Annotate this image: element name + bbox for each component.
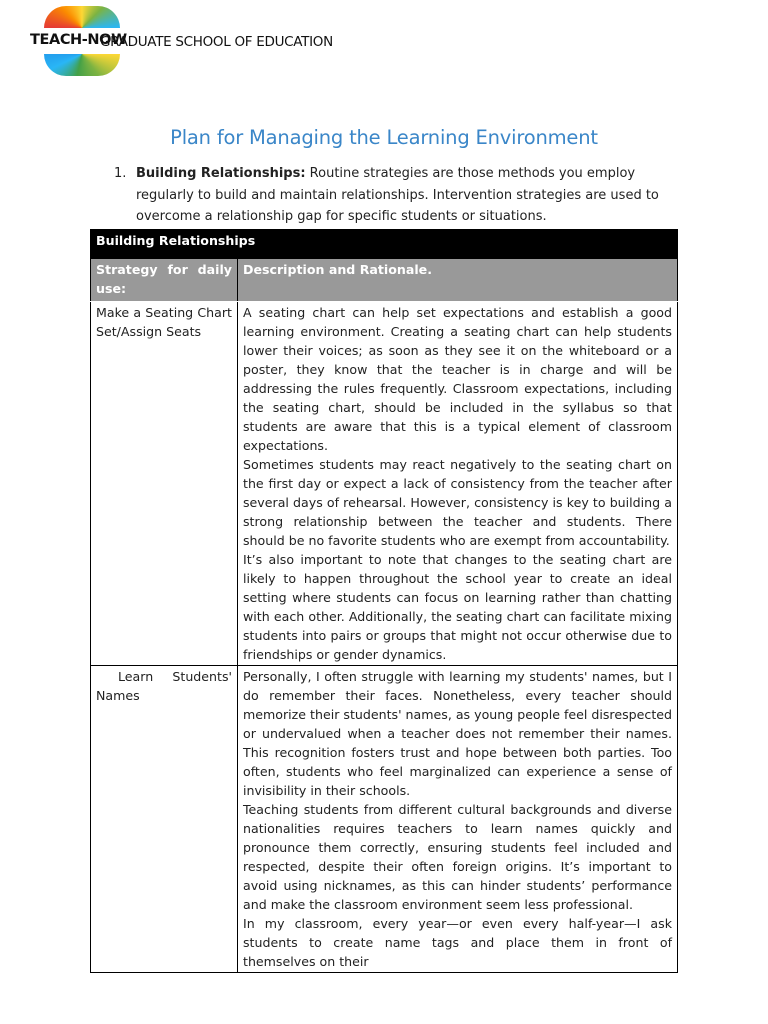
- logo-arc-top-icon: [44, 6, 120, 28]
- item-text: Routine strategies are those methods you employ regularly to build and maintain relationships. Intervention strategies are used to overcome a relationship gap for specific students or situations.: [136, 166, 659, 224]
- paragraph: Sometimes students may react negatively to the seating chart on the first day or expect a lack of consistency from the teacher after several days of rehearsal. However, consistency is key to building a strong relationship between the teacher and students. There should be no favorite students who are exempt from accountability.: [243, 457, 672, 548]
- paragraph: Personally, I often struggle with learning my students' names, but I do remember their faces. Nonetheless, every teacher should memorize their students' names, as young people feel disrespected or undervalued when a teacher does not remember their names. This recognition fosters trust and hope between both parties. Too often, students who feel marginalized can experience a sense of invisibility in their schools.: [243, 669, 672, 798]
- building-relationships-table: [90, 229, 678, 973]
- teach-now-logo: [30, 4, 333, 82]
- table-row: [91, 666, 678, 973]
- column-header-strategy: Strategy for daily use:: [91, 259, 238, 302]
- logo-arc-bottom-icon: [44, 54, 120, 76]
- column-header-description: Description and Rationale.: [238, 259, 678, 302]
- page-title: Plan for Managing the Learning Environment: [170, 126, 598, 149]
- table-title: Building Relationships: [91, 230, 678, 259]
- description-cell: [238, 666, 678, 973]
- list-number: 1.: [114, 166, 127, 181]
- item-label: Building Relationships:: [136, 166, 306, 181]
- strategy-cell: Make a Seating Chart Set/Assign Seats: [91, 302, 238, 666]
- logo-text: TEACH-NOW: [30, 32, 127, 48]
- paragraph: It’s also important to note that changes to the seating chart are likely to happen throughout the school year to create an ideal setting where students can focus on learning rather than chatting with each other. Additionally, the seating chart can facilitate mixing students into pairs or groups that might not occur otherwise due to friendships or gender dynamics.: [243, 552, 672, 662]
- table-row: [91, 302, 678, 666]
- strategy-cell: Learn Students' Names: [91, 666, 238, 973]
- description-cell: [238, 302, 678, 666]
- paragraph: Teaching students from different cultural backgrounds and diverse nationalities requires teachers to learn names quickly and pronounce them correctly, ensuring students feel included and respected, despite their often foreign origins. It’s important to avoid using nicknames, as this can hinder students’ performance and make the classroom environment seem less professional.: [243, 802, 672, 912]
- paragraph: A seating chart can help set expectations and establish a good learning environment. Creating a seating chart can help students lower their voices; as soon as they see it on the whiteboard or a poster, they know that the teacher is in charge and will be addressing the rules frequently. Classroom expectations, including the seating chart, should be included in the syllabus so that students are aware that this is a typical element of classroom expectations.: [243, 305, 672, 453]
- list-item-building-relationships: [114, 163, 674, 228]
- school-name: GRADUATE SCHOOL OF EDUCATION: [100, 34, 333, 50]
- paragraph: In my classroom, every year—or even every half-year—I ask students to create name tags and place them in front of themselves on their: [243, 916, 672, 969]
